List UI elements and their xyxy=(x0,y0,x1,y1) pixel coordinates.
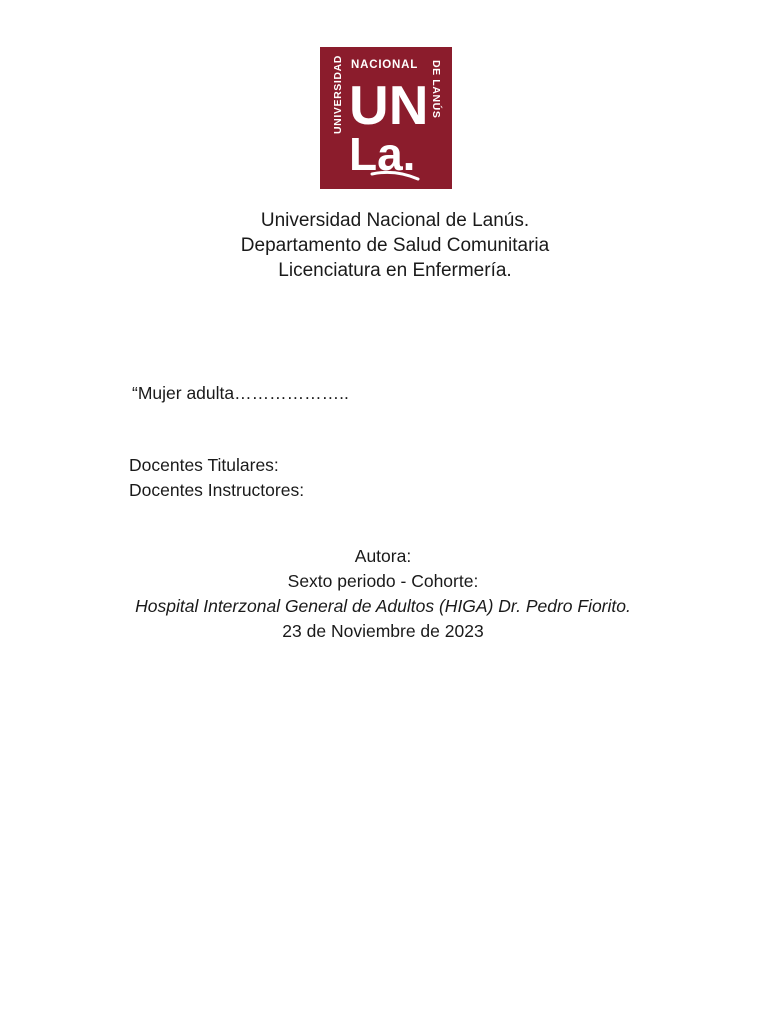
document-title: “Mujer adulta……………….. xyxy=(132,383,349,403)
logo-text-la: La. xyxy=(349,128,416,180)
author-section xyxy=(0,544,766,644)
university-name: Universidad Nacional de Lanús. xyxy=(260,210,530,231)
document-date: 23 de Noviembre de 2023 xyxy=(282,621,484,641)
unla-logo-graphic xyxy=(320,47,452,189)
author-label: Autora: xyxy=(354,546,412,566)
department-name: Departamento de Salud Comunitaria xyxy=(240,235,550,256)
teachers-section xyxy=(129,453,304,503)
institution-header xyxy=(0,208,768,283)
career-name: Licenciatura en Enfermería. xyxy=(278,260,512,281)
logo-text-universidad: UNIVERSIDAD xyxy=(332,55,344,134)
logo-text-un: UN xyxy=(349,74,429,136)
teachers-instructores: Docentes Instructores: xyxy=(129,480,305,500)
teachers-titulares: Docentes Titulares: xyxy=(129,455,279,475)
university-logo xyxy=(320,47,452,189)
logo-text-de-lanus: DE LANÚS xyxy=(430,60,442,119)
logo-text-nacional: NACIONAL xyxy=(351,59,419,71)
hospital-name: Hospital Interzonal General de Adultos (HIGA) Dr. Pedro Fiorito. xyxy=(135,596,631,616)
period-label: Sexto periodo - Cohorte: xyxy=(287,571,479,591)
